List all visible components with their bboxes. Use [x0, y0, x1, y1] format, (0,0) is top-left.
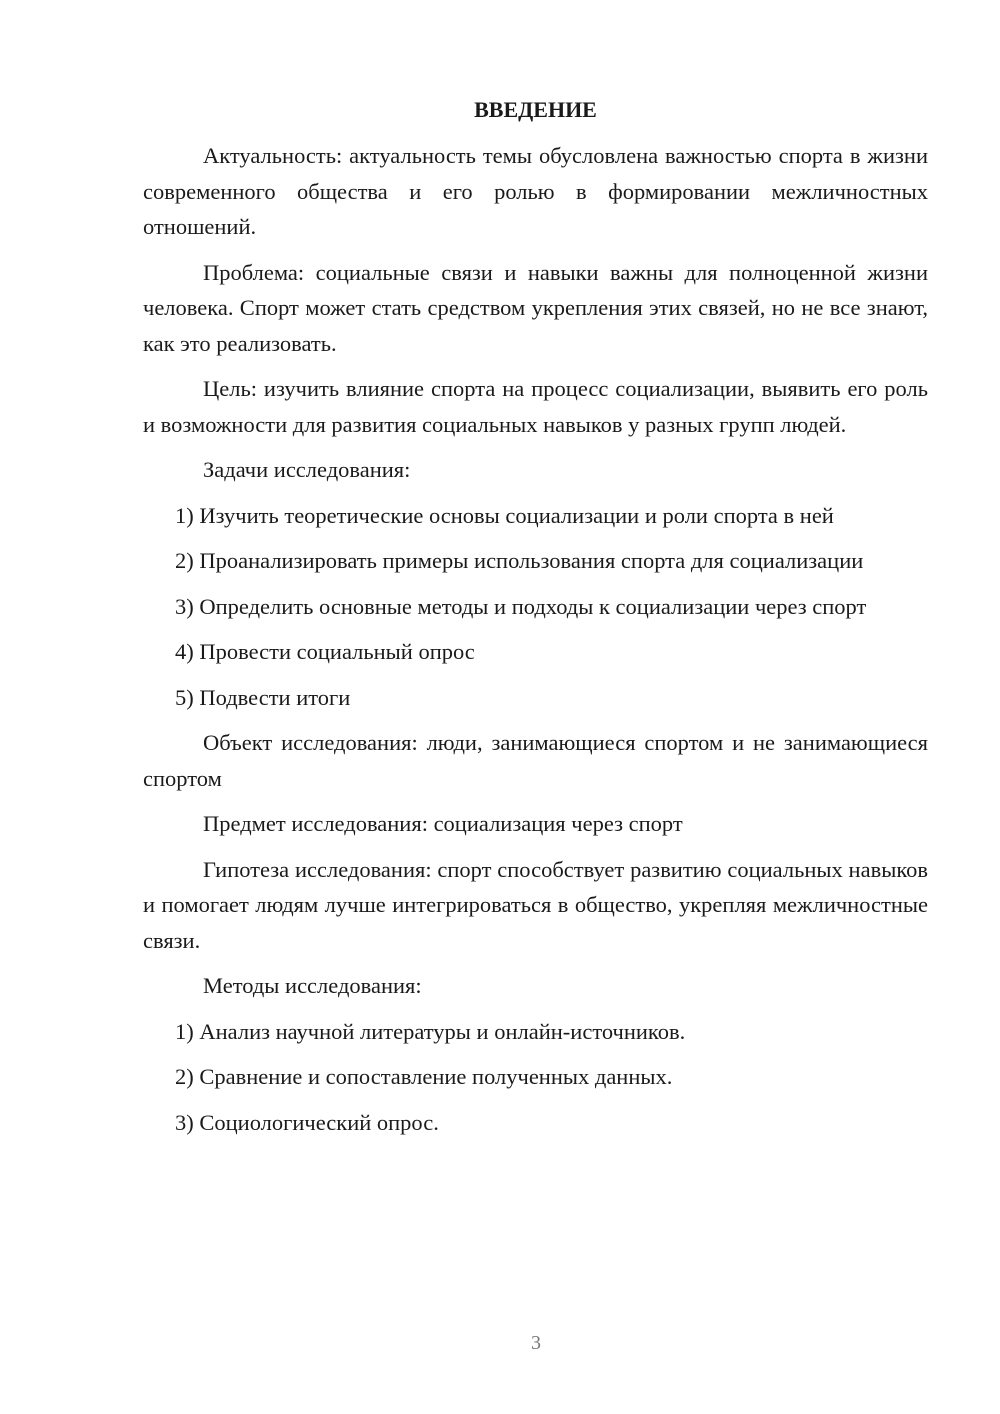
relevance-paragraph: Актуальность: актуальность темы обусловлена важностью спорта в жизни современного общества и его ролью в формировании межличностных отношений.	[143, 143, 928, 239]
object-paragraph: Объект исследования: люди, занимающиеся спортом и не занимающиеся спортом	[143, 730, 928, 791]
hypothesis-paragraph: Гипотеза исследования: спорт способствует развитию социальных навыков и помогает людям лучше интегрироваться в общество, укрепляя межличностные связи.	[143, 856, 928, 953]
task-item: 4) Провести социальный опрос	[175, 639, 475, 664]
method-item: 3) Социологический опрос.	[175, 1109, 439, 1135]
task-item: 3) Определить основные методы и подходы к социализации через спорт	[175, 593, 867, 619]
goal-paragraph: Цель: изучить влияние спорта на процесс социализации, выявить его роль и возможности для развития социальных навыков у разных групп людей.	[143, 376, 928, 437]
method-item: 2) Сравнение и сопоставление полученных данных.	[175, 1064, 673, 1089]
task-item: 5) Подвести итоги	[175, 684, 351, 710]
task-item: 1) Изучить теоретические основы социализации и роли спорта в ней	[175, 502, 834, 528]
method-item: 1) Анализ научной литературы и онлайн-источников.	[175, 1018, 686, 1044]
tasks-heading: Задачи исследования:	[203, 457, 411, 482]
subject-paragraph: Предмет исследования: социализация через спорт	[203, 811, 683, 836]
section-title: ВВЕДЕНИЕ	[474, 97, 597, 122]
problem-paragraph: Проблема: социальные связи и навыки важны для полноценной жизни человека. Спорт может стать средством укрепления этих связей, но не все знают, как это реализовать.	[143, 259, 928, 356]
methods-heading: Методы исследования:	[203, 973, 422, 998]
page-number: 3	[531, 1332, 541, 1354]
document-body	[143, 92, 928, 1150]
task-item: 2) Проанализировать примеры использования спорта для социализации	[175, 548, 864, 573]
